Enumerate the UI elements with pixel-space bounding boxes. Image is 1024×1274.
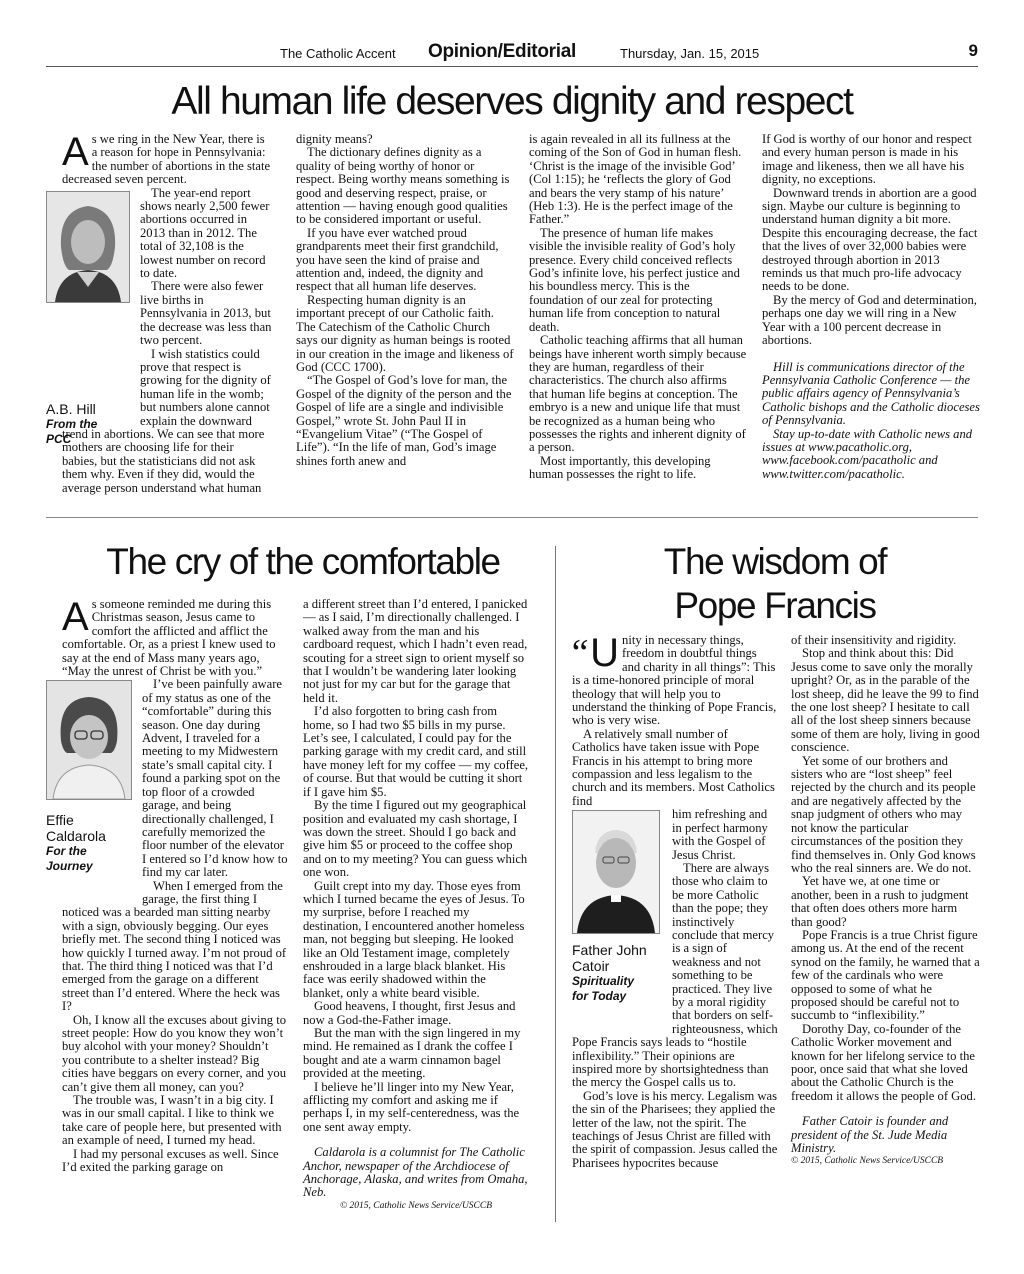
article3-col1 bbox=[568, 631, 778, 1170]
article2-bio: Caldarola is a columnist for The Catholic Anchor, newspaper of the Archdiocese of Anchorage, Alaska, and writes from Omaha, Neb. bbox=[303, 1145, 528, 1200]
newspaper-name: The Catholic Accent bbox=[280, 46, 396, 61]
article2-paragraph: But the man with the sign lingered in my mind. He remained as I drank the coffee I bought and ate a warm cinnamon bagel provided at the meeting. bbox=[303, 1026, 521, 1081]
article2-headline: The cry of the comfortable bbox=[106, 541, 500, 582]
article3-paragraph: Yet some of our brothers and sisters who are “lost sheep” feel rejected by the church and its people and are negatively affected by the snap judgment of others who may not know the particular circumstances of the position they find themselves in. Only God knows who the real sinners are. We do not. bbox=[791, 753, 976, 875]
article3-paragraph: Dorothy Day, co-founder of the Catholic Worker movement and known for her lifelong service to the poor, once said that what she loved about the Catholic Church is the freedom it allows the people of God. bbox=[791, 1021, 977, 1103]
article3-credit: © 2015, Catholic News Service/USCCB bbox=[791, 1156, 944, 1167]
article2-author-box bbox=[46, 680, 136, 902]
article1-paragraph: is again revealed in all its fullness at the coming of the Son of God in human flesh. ‘Christ is the image of the invisible God’ (Col 1:15); he ‘reflects the glory of God and bears the very stamp of his nature’ (Heb 1:3). He is the perfect image of the Father.” bbox=[529, 132, 742, 227]
article1-paragraph: By the mercy of God and determination, perhaps one day we will ring in a New Year with a 100 percent decrease in abortions. bbox=[762, 292, 977, 348]
article3-paragraph: A relatively small number of Catholics have taken issue with Pope Francis in his attempt to bring more compassion and less legalism to the church and its members. Most Catholics find bbox=[572, 726, 775, 808]
section-divider bbox=[46, 517, 978, 518]
article2-paragraph: The trouble was, I wasn’t in a big city. I was in our small capital. I like to think we take care of people here, but presented with an example of need, I turned my head. bbox=[62, 1093, 282, 1148]
issue-date: Thursday, Jan. 15, 2015 bbox=[620, 46, 760, 61]
article1-paragraph: Downward trends in abortion are a good sign. Maybe our culture is beginning to understand human dignity a bit more. Despite this encouraging decrease, the fact that the lives of over 32,000 babies were destroyed through abortion in 2013 reminds us that much pro-life advocacy needs to be done. bbox=[762, 185, 978, 294]
article1-column-name-line2: PCC bbox=[46, 431, 72, 446]
article3-author-box bbox=[572, 810, 666, 1025]
article2-paragraph: When I emerged from the garage, the first thing I noticed was a bearded man sitting nearby with a sign, obviously begging. Our eyes briefly met. The second thing I noticed was how quickly I turned away. I’m not proud of that. The third thing I noticed was that I’d emerged from the garage on a different street than I’d entered. Where the heck was I? bbox=[62, 878, 287, 1014]
page-number: 9 bbox=[968, 41, 978, 60]
article3-column-name-line1: Spirituality bbox=[572, 974, 635, 989]
article3-paragraph: of their insensitivity and rigidity. bbox=[791, 633, 957, 647]
article3-paragraph: him refreshing and in perfect harmony with the Gospel of Jesus Christ. bbox=[672, 807, 768, 862]
article1-paragraph: I wish statistics could prove that respect is growing for the dignity of human life in the womb; but numbers alone cannot explain the downward trend in abortions. We can see that more mothers are choosing life for their babies, but the statisticians did not ask them why. Even if they did, would the average person understand what human bbox=[62, 346, 271, 495]
article1-paragraph: The dictionary defines dignity as a quality of being worthy of honor or respect. Being worthy means something is good and deserving respect, praise, or attention — having enough good qualities to be considered important or useful. bbox=[296, 145, 510, 227]
article2-col1 bbox=[46, 595, 288, 1175]
article1-paragraph: There were also fewer live births in Pennsylvania in 2013, but the decrease was less than two percent. bbox=[140, 279, 272, 348]
article2-author-name-line1: Effie bbox=[46, 812, 74, 829]
article1-column-name-line1: From the bbox=[46, 416, 98, 431]
article3-author-name-line2: Catoir bbox=[572, 958, 610, 975]
article1-author-photo bbox=[46, 191, 130, 303]
article2-paragraph: a different street than I’d entered, I panicked — as I said, I’m directionally challenged. I walked away from the man and his cardboard request, which I hadn’t even read, scouting for a street sign to orient myself so that I wouldn’t be wandering later looking not just for my car but for the garage that held it. bbox=[303, 597, 528, 705]
article2-credit: © 2015, Catholic News Service/USCCB bbox=[339, 1200, 493, 1211]
article3-headline bbox=[572, 540, 978, 628]
article3-col2 bbox=[791, 634, 981, 1169]
article3-author-name-line1: Father John bbox=[572, 942, 647, 959]
article2-author-name-line2: Caldarola bbox=[46, 828, 106, 845]
article1-paragraph: The presence of human life makes visible the invisible reality of God’s holy presence. Every child conceived reflects God’s infinite love, his perfect justice and his boundless mercy. This is the foundation of our zeal for protecting human life from conception to natural death. bbox=[529, 225, 740, 334]
article1-col2 bbox=[296, 133, 514, 468]
article2-dropcap: A bbox=[62, 595, 89, 639]
article3-lead: nity in necessary things, freedom in doubtful things and charity in all things”: This is a time-honored principle of moral theology that will help you to understand the thinking of Pope Francis, who is very wise. bbox=[572, 633, 777, 728]
article3-quote-mark: “ bbox=[568, 632, 590, 674]
article1-paragraph: If you have ever watched proud grandparents meet their first grandchild, you have seen the kind of praise and attention and, indeed, the dignity and respect that all human life deserves. bbox=[296, 225, 499, 294]
article1-author-box bbox=[46, 191, 132, 446]
article1-lead: s we ring in the New Year, there is a reason for hope in Pennsylvania: the number of abortions in the state decreased seven percent. bbox=[62, 132, 271, 187]
article1-dropcap: A bbox=[62, 130, 89, 174]
article1-paragraph: “The Gospel of God’s love for man, the Gospel of the dignity of the person and the Gospel of life are a single and indivisible Gospel,” wrote St. John Paul II in “Evangelium Vitae” (“The Gospel of Life”). “In the life of man, God’s image shines forth anew and bbox=[296, 373, 512, 468]
article1-paragraph: dignity means? bbox=[296, 132, 373, 146]
article1-col3 bbox=[529, 133, 747, 482]
article3-paragraph: God’s love is his mercy. Legalism was the sin of the Pharisees; they applied the letter of the law, not the spirit. The teachings of Jesus Christ are filled with the spirit of compassion. Jesus called the Pharisees hypocrites because bbox=[572, 1088, 778, 1170]
article1-author-name: A.B. Hill bbox=[46, 400, 96, 417]
article3-bio: Father Catoir is founder and president of the St. Jude Media Ministry. bbox=[791, 1114, 949, 1156]
article3-headline-line1: The wisdom of bbox=[663, 541, 887, 582]
header-rule bbox=[46, 66, 978, 67]
article2-paragraph: I had my personal excuses as well. Since I’d exited the parking garage on bbox=[62, 1146, 279, 1175]
article2-lead: s someone reminded me during this Christmas season, Jesus came to comfort the afflicted and afflict the comfortable. Or, as a priest I knew used to say at the end of Mass many years ago, “May the unrest of Christ be with you.” bbox=[62, 597, 276, 679]
section-title: Opinion/Editorial bbox=[428, 41, 576, 62]
article2-author-photo bbox=[46, 680, 132, 800]
article3-paragraph: There are always those who claim to be more Catholic than the pope; they instinctively conclude that mercy is a sign of weakness and not something to be practiced. They live by a moral rigidity that borders on self-righteousness, which Pope Francis says leads to “hostile inflexibility.” Their opinions are inspired more by shortsightedness than the mercy the Gospel calls us to. bbox=[572, 860, 778, 1090]
column-divider bbox=[555, 546, 556, 1222]
article1-col1 bbox=[46, 130, 272, 495]
article1-paragraph: Most importantly, this developing human possesses the right to life. bbox=[529, 453, 711, 482]
article2-paragraph: Good heavens, I thought, first Jesus and now a God-the-Father image. bbox=[303, 999, 516, 1027]
article3-dropcap: U bbox=[590, 631, 620, 675]
article2-column-name-line1: For the bbox=[46, 844, 87, 859]
page-header bbox=[46, 38, 978, 68]
article2-column-name-line2: Journey bbox=[46, 859, 93, 874]
article1-paragraph: Respecting human dignity is an important precept of our Catholic faith. The Catechism of the Catholic Church says our dignity as human beings is rooted in our creation in the image and likeness of God (CCC 1700). bbox=[296, 292, 514, 374]
article3-author-photo bbox=[572, 810, 660, 934]
article1-headline: All human life deserves dignity and respect bbox=[171, 80, 853, 123]
article2-paragraph: I’ve been painfully aware of my status as one of the “comfortable” during this season. One day during Advent, I traveled for a meeting to my Midwestern state’s small capital city. I found a parking spot on the top floor of a crowded garage, and being directionally challenged, I carefully memorized the floor number of the elevator I entered so I’d know how to find my car later. bbox=[142, 677, 288, 880]
article2-col2 bbox=[303, 598, 529, 1213]
article2-paragraph: Guilt crept into my day. Those eyes from which I turned became the eyes of Jesus. To my surprise, before I reached my destination, I encountered another homeless man, not begging but sleeping. He looked like an Old Testament image, completely enshrouded in a large black blanket. His face was eerily shadowed within the blanket, only a white beard visible. bbox=[303, 878, 525, 1000]
article1-bio: Hill is communications director of the Pennsylvania Catholic Conference — the public affairs agency of Pennsylvania’s Catholic bishops and the Catholic dioceses of Pennsylvania. bbox=[762, 359, 980, 428]
article2-paragraph: Oh, I know all the excuses about giving to street people: How do you know they won’t buy alcohol with your money? Shouldn’t you contribute to a shelter instead? Big cities have beggars on every corner, and you can’t give them all money, can you? bbox=[62, 1012, 287, 1094]
article2-paragraph: By the time I figured out my geographical position and evaluated my cash shortage, I was down the street. Should I go back and give him $5 or proceed to the coffee shop and on to my meeting? You can guess which one won. bbox=[303, 798, 528, 880]
article1-paragraph: If God is worthy of our honor and respect and every human person is made in his image and likeness, then we all have his dignity, no exceptions. bbox=[762, 132, 972, 187]
article1-col4 bbox=[762, 133, 980, 481]
article3-headline-line2: Pope Francis bbox=[674, 585, 876, 626]
article3-paragraph: Yet have we, at one time or another, been in a rush to judgment that often does others more harm than good? bbox=[791, 874, 969, 929]
article3-column-name-line2: for Today bbox=[572, 989, 627, 1004]
article1-bio-links: Stay up-to-date with Catholic news and issues at www.pacatholic.org, www.facebook.com/pacatholic and www.twitter.com/pacatholic. bbox=[762, 426, 973, 481]
article2-paragraph: I believe he’ll linger into my New Year, afflicting my comfort and asking me if perhaps I, in my self-centeredness, was the one sent away empty. bbox=[303, 1079, 520, 1134]
article3-paragraph: Stop and think about this: Did Jesus come to save only the morally upright? Or, as in the parable of the lost sheep, did he leave the 99 to find the one lost sheep? I hesitate to call all of the lost sheep sinners because some of them are holy, living in good conscience. bbox=[791, 646, 980, 755]
article1-paragraph: The year-end report shows nearly 2,500 fewer abortions occurred in 2013 than in 2012. The total of 32,108 is the lowest number on record to date. bbox=[140, 185, 270, 281]
article1-paragraph: Catholic teaching affirms that all human beings have inherent worth simply because they are human, regardless of their characteristics. The church also affirms that human life begins at conception. The embryo is a new and unique life that must be recognized as a human being who possesses the rights and inherent dignity of a person. bbox=[529, 333, 747, 455]
article3-paragraph: Pope Francis is a true Christ figure among us. At the end of the recent synod on the family, he warned that a few of the cardinals who were opposed to some of what he proposed should be careful not to succumb to “inflexibility.” bbox=[791, 927, 980, 1023]
article2-paragraph: I’d also forgotten to bring cash from home, so I had two $5 bills in my purse. Let’s see, I calculated, I could pay for the parking garage with my credit card, and still have money left for my coffee — my coffee, of course. But that would be cutting it short if I gave him $5. bbox=[303, 704, 529, 799]
